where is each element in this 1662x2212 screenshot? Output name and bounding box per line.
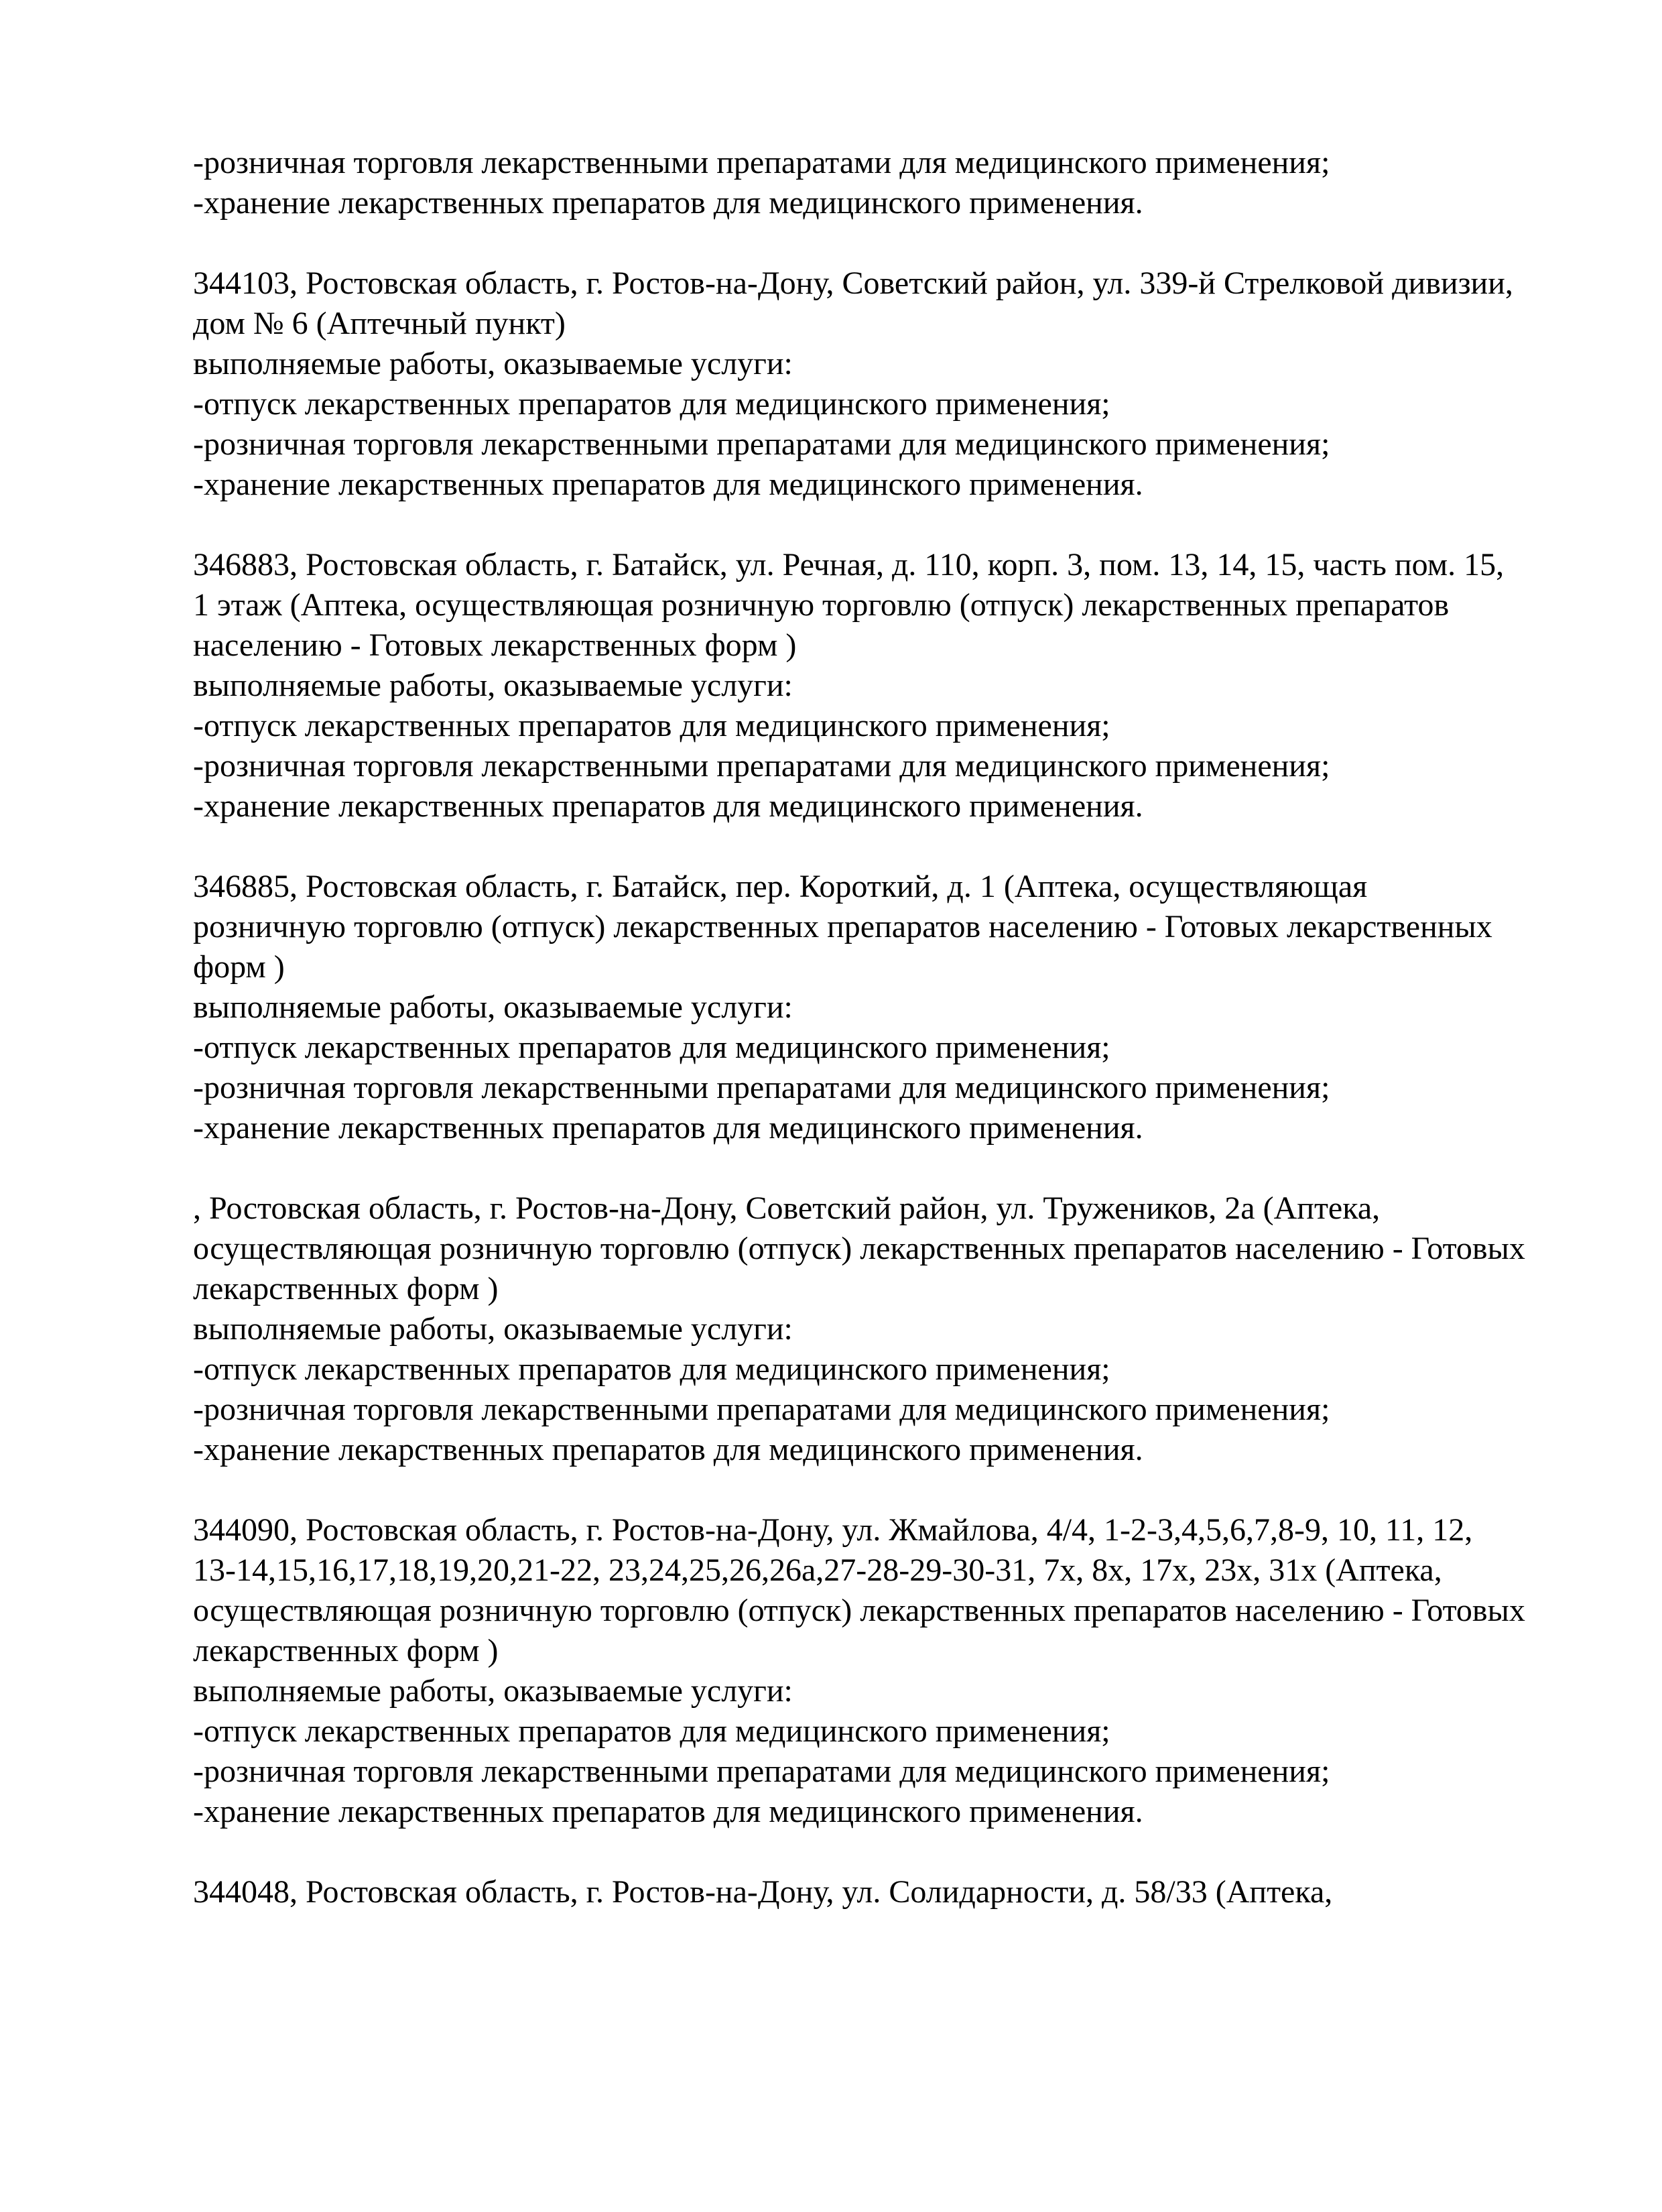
license-entry-partial-top [193,143,1584,223]
works-services-label: выполняемые работы, оказываемые услуги: [193,668,793,703]
service-line: -отпуск лекарственных препаратов для медицинского применения; [193,1351,1110,1387]
license-entry-partial-bottom [193,1872,1584,1912]
service-line: -розничная торговля лекарственными препаратами для медицинского применения; [193,1754,1330,1789]
address-line: 344103, Ростовская область, г. Ростов-на-Дону, Советский район, ул. 339-й Стрелковой дивизии, [193,265,1513,301]
license-entry-346885 [193,867,1584,1148]
address-line: розничную торговлю (отпуск) лекарственных препаратов населению - Готовых лекарственных [193,909,1492,944]
works-services-label: выполняемые работы, оказываемые услуги: [193,1311,793,1347]
service-line: -розничная торговля лекарственными препаратами для медицинского применения; [193,426,1330,462]
service-line: -отпуск лекарственных препаратов для медицинского применения; [193,1030,1110,1065]
service-line: -отпуск лекарственных препаратов для медицинского применения; [193,386,1110,422]
address-line: населению - Готовых лекарственных форм ) [193,627,797,663]
license-entry-truzhenikov [193,1188,1584,1470]
service-line: -хранение лекарственных препаратов для медицинского применения. [193,1794,1143,1829]
address-line: дом № 6 (Аптечный пункт) [193,306,566,341]
address-line: 346885, Ростовская область, г. Батайск, пер. Короткий, д. 1 (Аптека, осуществляющая [193,869,1368,904]
license-entry-346883 [193,545,1584,826]
document-page [193,143,1584,1912]
address-line: осуществляющая розничную торговлю (отпуск) лекарственных препаратов населению - Готовых [193,1593,1525,1628]
address-line: осуществляющая розничную торговлю (отпуск) лекарственных препаратов населению - Готовых [193,1231,1525,1266]
works-services-label: выполняемые работы, оказываемые услуги: [193,346,793,381]
works-services-label: выполняемые работы, оказываемые услуги: [193,1673,793,1709]
address-line: 344090, Ростовская область, г. Ростов-на-Дону, ул. Жмайлова, 4/4, 1-2-3,4,5,6,7,8-9, 10, 11, 12, [193,1512,1473,1548]
service-line: -розничная торговля лекарственными препаратами для медицинского применения; [193,1392,1330,1427]
service-line: -розничная торговля лекарственными препаратами для медицинского применения; [193,1070,1330,1105]
address-line: 344048, Ростовская область, г. Ростов-на-Дону, ул. Солидарности, д. 58/33 (Аптека, [193,1874,1333,1910]
license-entry-344090 [193,1510,1584,1832]
service-line: -хранение лекарственных препаратов для медицинского применения. [193,1110,1143,1146]
address-line: лекарственных форм ) [193,1633,499,1668]
service-line: -хранение лекарственных препаратов для медицинского применения. [193,185,1143,221]
service-line: -хранение лекарственных препаратов для медицинского применения. [193,788,1143,824]
service-line: -хранение лекарственных препаратов для медицинского применения. [193,1432,1143,1467]
address-line: 1 этаж (Аптека, осуществляющая розничную торговлю (отпуск) лекарственных препаратов [193,587,1450,623]
address-line: форм ) [193,949,285,985]
service-line: -отпуск лекарственных препаратов для медицинского применения; [193,708,1110,743]
license-entry-344103 [193,263,1584,505]
service-line: -розничная торговля лекарственными препаратами для медицинского применения; [193,748,1330,784]
address-line: лекарственных форм ) [193,1271,499,1306]
works-services-label: выполняемые работы, оказываемые услуги: [193,989,793,1025]
address-line: , Ростовская область, г. Ростов-на-Дону, Советский район, ул. Тружеников, 2а (Аптека, [193,1190,1381,1226]
service-line: -отпуск лекарственных препаратов для медицинского применения; [193,1713,1110,1749]
address-line: 13-14,15,16,17,18,19,20,21-22, 23,24,25,26,26а,27-28-29-30-31, 7х, 8х, 17х, 23х, 31х (Аптека, [193,1552,1442,1588]
address-line: 346883, Ростовская область, г. Батайск, ул. Речная, д. 110, корп. 3, пом. 13, 14, 15, часть пом. 15, [193,547,1505,582]
service-line: -розничная торговля лекарственными препаратами для медицинского применения; [193,145,1330,180]
service-line: -хранение лекарственных препаратов для медицинского применения. [193,467,1143,502]
